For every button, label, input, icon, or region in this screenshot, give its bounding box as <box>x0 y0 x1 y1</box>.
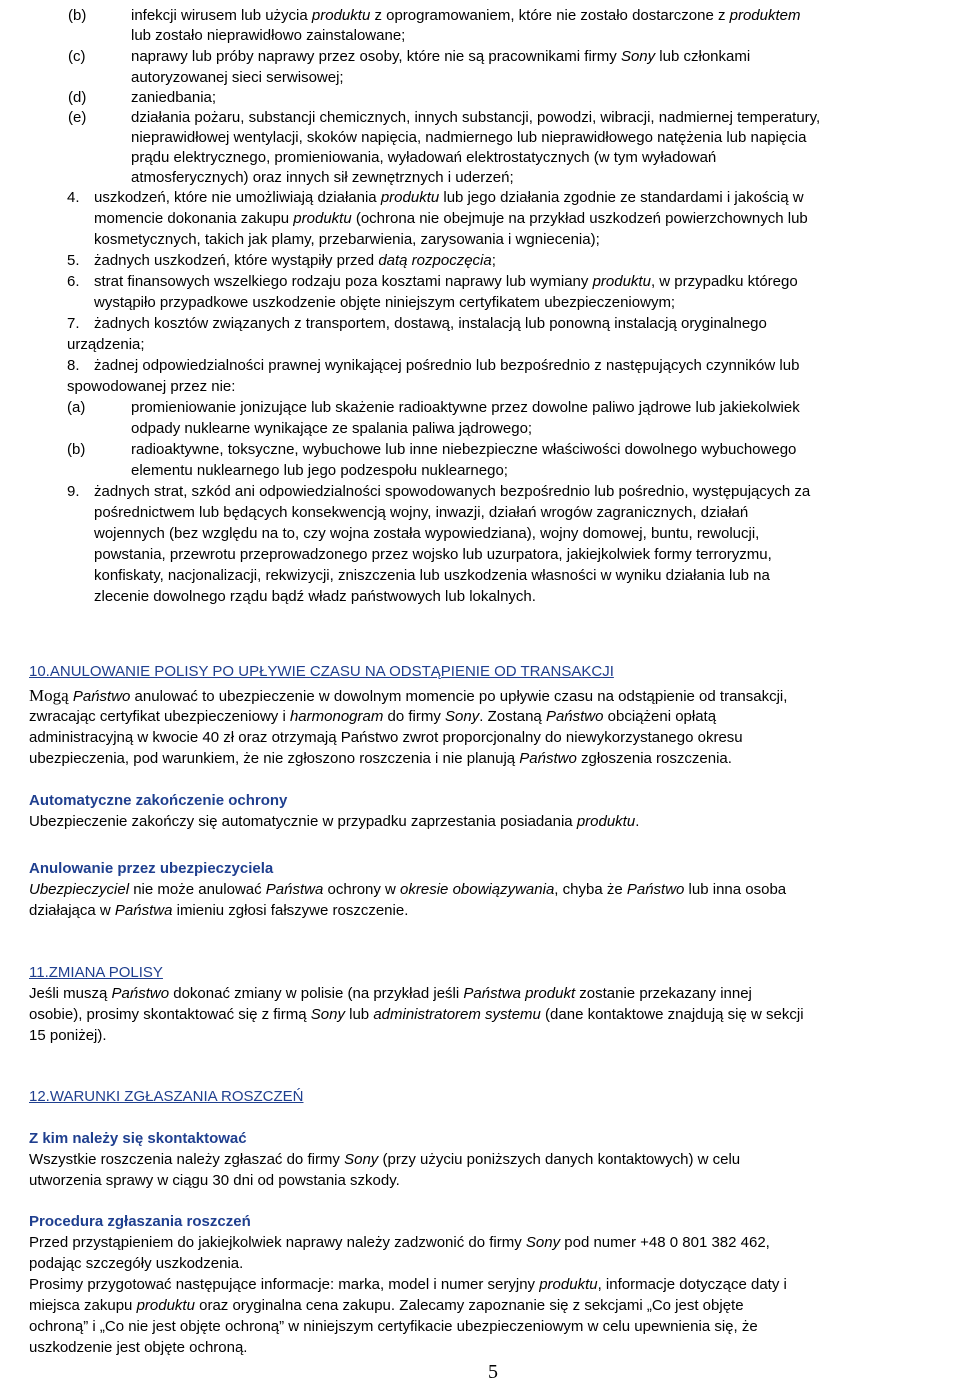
text-run: podając szczegóły uszkodzenia. <box>29 1255 244 1272</box>
text-run: działająca w <box>29 902 115 919</box>
text-run: Przed przystąpieniem do jakiejkolwiek naprawy należy zadzwonić do firmy <box>29 1234 526 1251</box>
text-line <box>29 1233 770 1253</box>
defined-term: Państwo <box>626 881 685 898</box>
text-run: Ubezpieczenie zakończy się automatycznie w przypadku zaprzestania posiadania <box>29 813 577 830</box>
text-line <box>131 148 716 168</box>
text-run: żadnej odpowiedzialności prawnej wynikającej pośrednio lub bezpośrednio z następujących czynników lub <box>94 357 800 374</box>
subsection-heading <box>29 1129 247 1149</box>
text-line <box>67 335 145 355</box>
text-run: 6. <box>67 273 80 290</box>
text-line <box>29 1254 243 1274</box>
text-run: (dane kontaktowe znajdują się w sekcji <box>540 1006 804 1023</box>
text-line <box>68 108 86 128</box>
text-run: Prosimy przygotować następujące informacje: marka, model i numer seryjny <box>29 1276 540 1293</box>
text-line <box>68 6 86 26</box>
text-run: ; <box>491 252 496 269</box>
text-run: 7. <box>67 315 80 332</box>
defined-term: Państwa produkt <box>463 985 576 1002</box>
text-line <box>131 47 750 67</box>
text-run: lub zostało nieprawidłowo zainstalowane; <box>131 27 406 44</box>
text-line <box>131 68 344 88</box>
text-line <box>67 314 80 334</box>
text-line <box>29 901 408 921</box>
text-line <box>94 524 759 544</box>
defined-term: Sony <box>445 708 480 725</box>
text-run: odpady nuklearne wynikające ze spalania paliwa jądrowego; <box>131 420 533 437</box>
text-run: lub inna osoba <box>684 881 787 898</box>
text-line <box>94 566 770 586</box>
text-line <box>67 398 85 418</box>
text-run: (e) <box>68 109 87 126</box>
text-run: infekcji wirusem lub użycia <box>131 7 312 24</box>
text-line <box>94 188 804 208</box>
text-run: momencie dokonania zakupu <box>94 210 294 227</box>
defined-term: produktem <box>729 7 801 24</box>
text-line <box>29 1338 247 1358</box>
text-run: powstania, przewrotu przeprowadzonego przez wojsko lub uzurpatora, jakiejkolwiek formy terroryzmu, <box>94 546 772 563</box>
text-line <box>94 314 767 334</box>
text-line <box>131 88 216 108</box>
text-run: 5. <box>67 252 80 269</box>
text-line <box>94 587 536 607</box>
text-line <box>131 440 796 460</box>
text-run: , informacje dotyczące daty i <box>597 1276 787 1293</box>
text-line <box>94 209 808 229</box>
section-heading <box>29 662 614 682</box>
defined-term: produktu <box>380 189 440 206</box>
text-run: ochroną” i „Co nie jest objęte ochroną” w niniejszym certyfikacie ubezpieczeniowym w celu upewnienia się, że <box>29 1318 758 1335</box>
text-run: ochrony w <box>323 881 401 898</box>
text-run: prądu elektrycznego, promieniowania, wyładowań elektrostatycznych (w tym wyładowań <box>131 149 717 166</box>
text-run: kosmetycznych, takich jak plamy, przebarwienia, zarysowania i wgniecenia); <box>94 231 600 248</box>
text-run: Anulowanie przez ubezpieczyciela <box>29 860 274 877</box>
text-line <box>29 1026 107 1046</box>
text-run: naprawy lub próby naprawy przez osoby, które nie są pracownikami firmy <box>131 48 621 65</box>
text-run: obciążeni opłatą <box>603 708 717 725</box>
defined-term: produktu <box>539 1276 598 1293</box>
defined-term: produktu <box>136 1297 195 1314</box>
text-line <box>94 230 600 250</box>
text-run: Z kim należy się skontaktować <box>29 1130 247 1147</box>
text-run: strat finansowych wszelkiego rodzaju poza kosztami naprawy lub wymiany <box>94 273 593 290</box>
page-number: 5 <box>488 1361 498 1383</box>
text-run: nie może anulować <box>129 881 266 898</box>
text-run: uszkodzenie jest objęte ochroną. <box>29 1339 248 1356</box>
defined-term: Państwo <box>545 708 604 725</box>
text-line <box>29 984 752 1004</box>
text-line <box>94 503 748 523</box>
subsection-heading <box>29 859 273 879</box>
text-line <box>29 1317 758 1337</box>
text-run: Automatyczne zakończenie ochrony <box>29 792 288 809</box>
text-run: Mogą <box>29 686 69 705</box>
defined-term: Sony <box>310 1006 345 1023</box>
text-line <box>67 251 80 271</box>
text-run: radioaktywne, toksyczne, wybuchowe lub inne niebezpieczne właściwości dowolnego wybuchowego <box>131 441 797 458</box>
defined-term: harmonogram <box>289 708 384 725</box>
text-run: lub <box>344 1006 374 1023</box>
text-run: Wszystkie roszczenia należy zgłaszać do firmy <box>29 1151 345 1168</box>
text-line <box>67 356 80 376</box>
defined-term: Państwa <box>265 881 324 898</box>
text-run: 10.ANULOWANIE POLISY PO UPŁYWIE CZASU NA ODSTĄPIENIE OD TRANSAKCJI <box>29 663 614 680</box>
text-run: elementu nuklearnego lub jego podzespołu nuklearnego; <box>131 462 508 479</box>
text-line <box>94 545 772 565</box>
text-line <box>131 6 801 26</box>
text-run: promieniowanie jonizujące lub skażenie radioaktywne przez dowolne paliwo jądrowe lub jakiekolwiek <box>131 399 800 416</box>
text-run: wojennych (bez względu na to, czy wojna została wypowiedziana), wojny domowej, buntu, rewolucji, <box>94 525 760 542</box>
text-run: urządzenia; <box>67 336 145 353</box>
defined-term: produktu <box>592 273 651 290</box>
text-line <box>131 168 514 188</box>
text-run: (b) <box>68 7 87 24</box>
text-run: żadnych uszkodzeń, które wystąpiły przed <box>94 252 379 269</box>
text-line <box>131 26 405 46</box>
defined-term: Ubezpieczyciel <box>29 881 130 898</box>
defined-term: Państwo <box>72 688 131 705</box>
text-line <box>29 1150 740 1170</box>
defined-term: Państwo <box>519 750 577 767</box>
defined-term: Państwa <box>114 902 173 919</box>
text-run: zlecenie dowolnego rządu bądź władz państwowych lub lokalnych. <box>94 588 536 605</box>
text-line <box>131 398 800 418</box>
text-line <box>94 251 496 271</box>
defined-term: produktu <box>293 210 352 227</box>
text-line <box>68 88 86 108</box>
section-heading <box>29 1087 304 1107</box>
text-run: . <box>635 813 640 830</box>
defined-term: produktu <box>576 813 636 830</box>
text-line <box>131 128 806 148</box>
text-run: zwracając certyfikat ubezpieczeniowy i <box>29 708 290 725</box>
text-run: (b) <box>67 441 86 458</box>
text-line <box>29 1171 400 1191</box>
text-line <box>29 1275 787 1295</box>
defined-term: administratorem systemu <box>373 1006 541 1023</box>
text-line <box>67 440 85 460</box>
text-line <box>131 461 508 481</box>
text-line <box>29 880 786 900</box>
text-run: zaniedbania; <box>131 89 217 106</box>
text-line <box>29 728 743 748</box>
text-line <box>29 1005 804 1025</box>
text-run: wystąpiło przypadkowe uszkodzenie objęte niniejszym certyfikatem ubezpieczeniowym; <box>94 294 676 311</box>
text-run: 4. <box>67 189 80 206</box>
subsection-heading <box>29 1212 251 1232</box>
text-run: zgłoszenia roszczenia. <box>576 750 732 767</box>
text-line <box>29 812 639 832</box>
text-run: pośrednictwem lub będących konsekwencją wojny, inwazji, działań wrogów zagranicznych, działań <box>94 504 749 521</box>
text-run: utworzenia sprawy w ciągu 30 dni od powstania szkody. <box>29 1172 400 1189</box>
text-run: ubezpieczenia, pod warunkiem, że nie zgłoszono roszczenia i nie planują <box>29 750 520 767</box>
text-line <box>29 1296 744 1316</box>
defined-term: Sony <box>620 48 656 65</box>
text-run: oraz oryginalna cena zakupu. Zalecamy zapoznanie się z sekcjami „Co jest objęte <box>194 1297 744 1314</box>
defined-term: Sony <box>525 1234 561 1251</box>
text-line <box>29 686 787 707</box>
defined-term: Państwo <box>111 985 170 1002</box>
text-line <box>94 272 798 292</box>
text-run: , chyba że <box>554 881 627 898</box>
text-run: administracyjną w kwocie 40 zł oraz otrzymają Państwo zwrot proporcjonalny do niewykorzystanego okresu <box>29 729 743 746</box>
text-run: lub jego działania zgodnie ze standardami i jakością w <box>439 189 804 206</box>
section-heading <box>29 963 163 983</box>
text-run: (d) <box>68 89 87 106</box>
text-line <box>94 293 675 313</box>
text-line <box>131 419 532 439</box>
text-run: miejsca zakupu <box>29 1297 137 1314</box>
text-run: (ochrona nie obejmuje na przykład uszkodzeń powierzchownych lub <box>351 210 808 227</box>
text-run: dokonać zmiany w polisie (na przykład jeśli <box>169 985 464 1002</box>
text-run: z oprogramowaniem, które nie zostało dostarczone z <box>370 7 730 24</box>
defined-term: okresie obowiązywania <box>400 881 555 898</box>
text-line <box>94 482 810 502</box>
text-run: zostanie przekazany innej <box>575 985 752 1002</box>
text-line <box>29 707 716 727</box>
text-run: osobie), prosimy skontaktować się z firmą <box>29 1006 311 1023</box>
text-run: nieprawidłowej wentylacji, skoków napięcia, nadmiernego lub nieprawidłowego natężenia lub napięcia <box>131 129 807 146</box>
text-run: 9. <box>67 483 80 500</box>
defined-term: produktu <box>311 7 371 24</box>
text-run: żadnych strat, szkód ani odpowiedzialności spowodowanych bezpośrednio lub pośrednio, występujących za <box>94 483 811 500</box>
text-run: Jeśli muszą <box>29 985 112 1002</box>
text-run: 11.ZMIANA POLISY <box>29 964 163 981</box>
text-run: do firmy <box>383 708 446 725</box>
text-run: uszkodzeń, które nie umożliwiają działania <box>94 189 381 206</box>
text-run: (przy użyciu poniższych danych kontaktowych) w celu <box>378 1151 741 1168</box>
text-run: działania pożaru, substancji chemicznych, innych substancji, powodzi, wibracji, nadmiernej temperatury, <box>131 109 821 126</box>
text-run: imieniu zgłosi fałszywe roszczenie. <box>172 902 409 919</box>
text-run: (a) <box>67 399 86 416</box>
defined-term: datą rozpoczęcia <box>378 252 492 269</box>
text-line <box>67 188 80 208</box>
text-run: Procedura zgłaszania roszczeń <box>29 1213 251 1230</box>
text-run: konfiskaty, nacjonalizacji, rekwizycji, zniszczenia lub uszkodzenia własności w wyniku działania lub na <box>94 567 770 584</box>
text-run: . Zostaną <box>479 708 546 725</box>
text-run: żadnych kosztów związanych z transportem, dostawą, instalacją lub ponowną instalacją oryginalnego <box>94 315 767 332</box>
text-run: 12.WARUNKI ZGŁASZANIA ROSZCZEŃ <box>29 1088 304 1105</box>
text-run: atmosferycznych) oraz innych sił zewnętrznych i uderzeń; <box>131 169 514 186</box>
text-line <box>131 108 820 128</box>
text-run: 8. <box>67 357 80 374</box>
text-run: , w przypadku którego <box>650 273 798 290</box>
text-line <box>67 272 80 292</box>
text-line <box>94 356 799 376</box>
text-line <box>68 47 86 67</box>
text-line <box>67 482 80 502</box>
text-run: pod numer +48 0 801 382 462, <box>560 1234 770 1251</box>
text-run: autoryzowanej sieci serwisowej; <box>131 69 344 86</box>
text-run: lub członkami <box>655 48 751 65</box>
text-run: anulować to ubezpieczenie w dowolnym momencie po upływie czasu na odstąpienie od transakcji, <box>130 688 788 705</box>
text-run: spowodowanej przez nie: <box>67 378 236 395</box>
text-line <box>67 377 235 397</box>
defined-term: Sony <box>344 1151 379 1168</box>
text-line <box>29 749 732 769</box>
text-run: (c) <box>68 48 86 65</box>
subsection-heading <box>29 791 287 811</box>
text-run: 15 poniżej). <box>29 1027 107 1044</box>
